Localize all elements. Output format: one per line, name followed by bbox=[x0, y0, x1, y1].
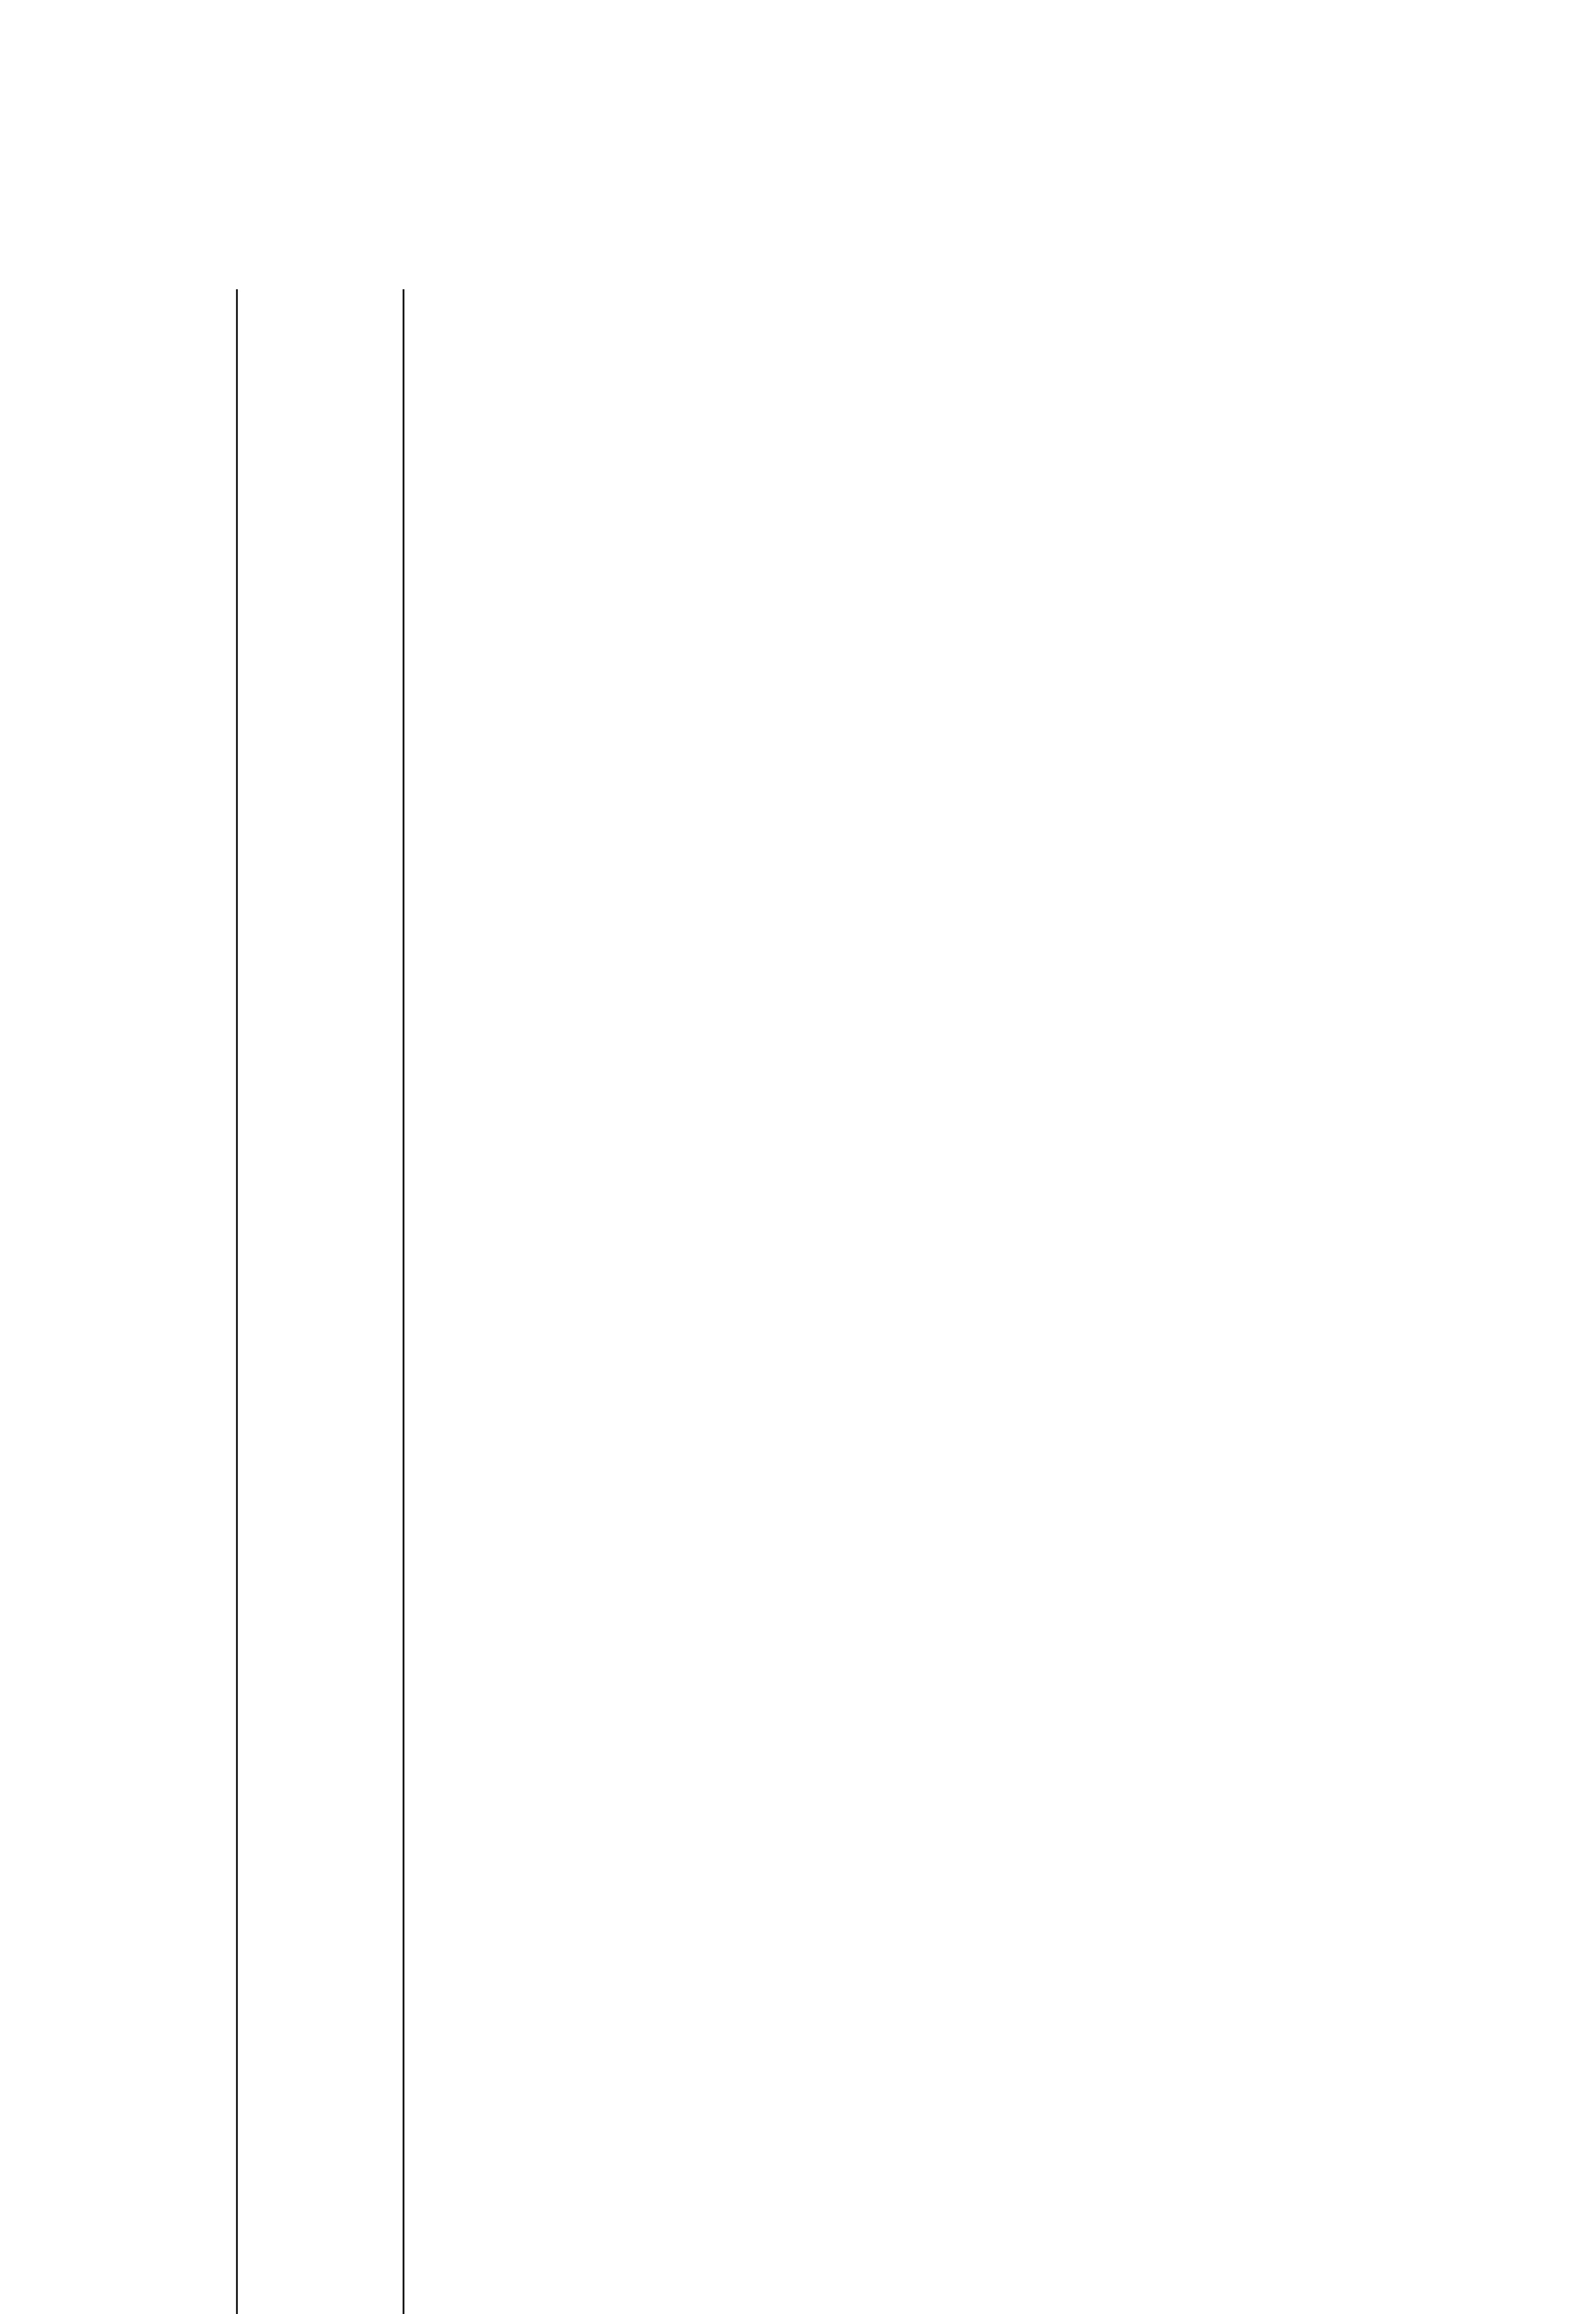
header-bottom-rule bbox=[403, 289, 404, 2314]
table-top-rule bbox=[236, 289, 238, 2314]
rotated-table bbox=[171, 248, 1393, 2314]
